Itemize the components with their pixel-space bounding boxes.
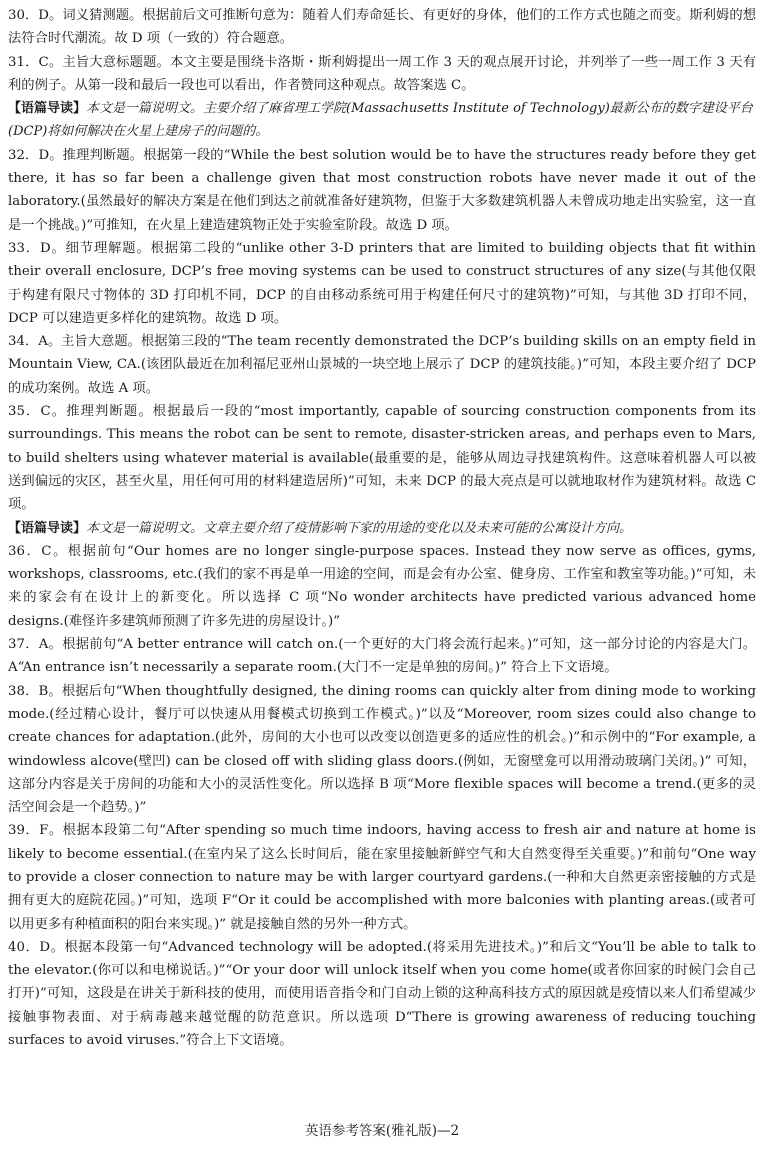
guide-tag: 【语篇导读】 bbox=[8, 101, 87, 117]
answer-33: 33．D。细节理解题。根据第二段的“unlike other 3-D printers that are limited to building objects that fit within their overall enclosure, DCP’s free moving systems can be used to construct structures of any size(与其他仅限于构建有限尺寸物体的 3D 打印机不同，DCP 的自由移动系统可用于构建任何尺寸的建筑物)”可知，与其他 3D 打印不同，DCP 可以建造更多样化的建筑物。故选 D 项。 bbox=[8, 240, 756, 326]
answer-30: 30．D。词义猜测题。根据前后文可推断句意为：随着人们寿命延长、有更好的身体，他们的工作方式也随之而变。斯利姆的想法符合时代潮流。故 D 项（一致的）符合题意。 bbox=[8, 8, 756, 47]
reading-guide-2 bbox=[8, 517, 756, 540]
guide-text: 本文是一篇说明文。主要介绍了麻省理工学院(Massachusetts Institute of Technology)最新公布的数字建设平台(DCP)将如何解决在火星上建房子的问题的。 bbox=[8, 101, 753, 140]
guide-text: 本文是一篇说明文。文章主要介绍了疫情影响下家的用途的变化以及未来可能的公寓设计方向。 bbox=[86, 520, 633, 536]
answer-32: 32．D。推理判断题。根据第一段的“While the best solution would be to have the structures ready before they get there, it has so far been a challenge given that most construction robots have never made it out of the laboratory.(虽然最好的解决方案是在他们到达之前就准备好建筑物，但鉴于大多数建筑机器人未曾成功地走出实验室，这一直是一个挑战。)”可推知，在火星上建造建筑物正处于实验室阶段。故选 D 项。 bbox=[8, 147, 756, 233]
page-footer: 英语参考答案(雅礼版)—2 bbox=[304, 1123, 460, 1139]
answer-37: 37．A。根据前句“A better entrance will catch on.(一个更好的大门将会流行起来。)”可知，这一部分讨论的内容是大门。A“An entrance isn’t necessarily a separate room.(大门不一定是单独的房间。)” 符合上下文语境。 bbox=[8, 637, 756, 676]
answer-38: 38．B。根据后句“When thoughtfully designed, the dining rooms can quickly alter from dining mode to working mode.(经过精心设计，餐厅可以快速从用餐模式切换到工作模式。)”以及“Moreover, room sizes could also change to create chances for adaptation.(此外，房间的大小也可以改变以创造更多的适应性的机会。)”和示例中的“For example, a windowless alcove(壁凹) can be closed off with sliding glass doors.(例如，无窗壁龛可以用滑动玻璃门关闭。)” 可知，这部分内容是关于房间的功能和大小的灵活性变化。所以选择 B 项“More flexible spaces will become a trend.(更多的灵活空间会是一个趋势。)” bbox=[8, 683, 756, 816]
answer-36: 36．C。根据前句“Our homes are no longer single-purpose spaces. Instead they now serve as offices, gyms, workshops, classrooms, etc.(我们的家不再是单一用途的空间，而是会有办公室、健身房、工作室和教室等功能。)”可知，未来的家会有在设计上的新变化。所以选择 C 项“No wonder architects have predicted various advanced home designs.(难怪许多建筑师预测了许多先进的房屋设计。)” bbox=[8, 543, 756, 629]
reading-guide-1 bbox=[8, 97, 756, 144]
answer-34: 34．A。主旨大意题。根据第三段的“The team recently demonstrated the DCP’s building skills on an empty field in Mountain View, CA.(该团队最近在加利福尼亚州山景城的一块空地上展示了 DCP 的建筑技能。)”可知，本段主要介绍了 DCP 的成功案例。故选 A 项。 bbox=[8, 334, 756, 396]
answer-page bbox=[8, 4, 756, 1052]
guide-tag: 【语篇导读】 bbox=[8, 520, 87, 536]
answer-35: 35．C。推理判断题。根据最后一段的“most importantly, capable of sourcing construction components from its surroundings. This means the robot can be sent to remote, disaster-stricken areas, and perhaps even to Mars, to build shelters using whatever material is available(最重要的是，能够从周边寻找建筑构件。这意味着机器人可以被送到偏远的灾区，甚至火星，用任何可用的材料建造居所)”可知，未来 DCP 的最大亮点是可以就地取材作为建筑材料。故选 C 项。 bbox=[8, 404, 756, 513]
answer-39: 39．F。根据本段第二句“After spending so much time indoors, having access to fresh air and nature at home is likely to become essential.(在室内呆了这么长时间后，能在家里接触新鲜空气和大自然变得至关重要。)”和前句“One way to provide a closer connection to nature may be with larger courtyard gardens.(一种和大自然更亲密接触的方式是拥有更大的庭院花园。)”可知，选项 F“Or it could be accomplished with more balconies with planting areas.(或者可以用更多有种植面积的阳台来实现。)” 就是接触自然的另外一种方式。 bbox=[8, 823, 756, 932]
answer-40: 40．D。根据本段第一句“Advanced technology will be adopted.(将采用先进技术。)”和后文“You’ll be able to talk to the elevator.(你可以和电梯说话。)”“Or your door will unlock itself when you come home(或者你回家的时候门会自己打开)”可知，这段是在讲关于新科技的使用，而使用语音指令和门自动上锁的这种高科技方式的原因就是疫情以来人们希望减少接触事物表面、对于病毒越来越觉醒的防范意识。所以选项 D“There is growing awareness of reducing touching surfaces to avoid viruses.”符合上下文语境。 bbox=[8, 939, 756, 1049]
answer-31: 31．C。主旨大意标题题。本文主要是围绕卡洛斯・斯利姆提出一周工作 3 天的观点展开讨论，并列举了一些一周工作 3 天有利的例子。从第一段和最后一段也可以看出，作者赞同这种观点。故答案选 C。 bbox=[8, 54, 756, 93]
